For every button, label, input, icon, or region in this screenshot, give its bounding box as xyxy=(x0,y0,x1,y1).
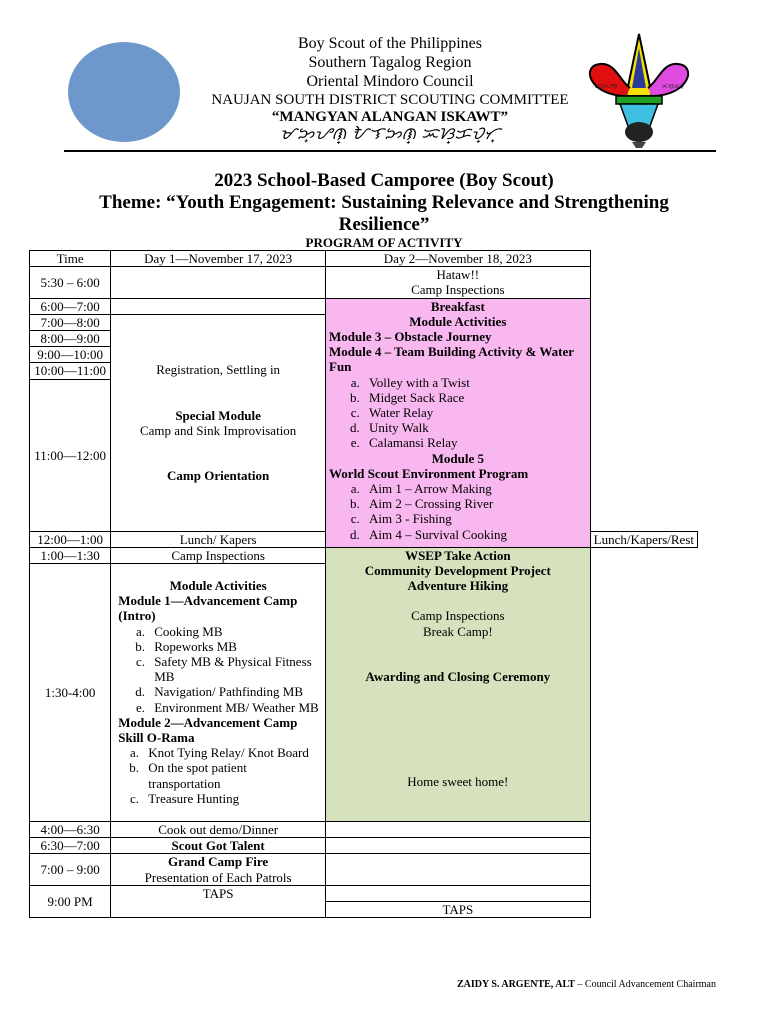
baybayin-script-line: ᜋᜅ᜔ᜌᜈ᜔ ᜀᜎᜅᜈ᜔ ᜁᜐ᜔ᜃᜏ᜔ᜆ᜔ xyxy=(279,124,501,144)
day2-morning-cell xyxy=(326,298,591,547)
wsep-text: World Scout Environment Program xyxy=(329,465,529,481)
table-row xyxy=(30,547,698,563)
day2-cell xyxy=(326,838,591,854)
module1-list xyxy=(114,624,322,715)
time-cell: 4:00—6:30 xyxy=(30,822,111,838)
module3-text: Module 3 – Obstacle Journey xyxy=(329,329,492,345)
signatory xyxy=(457,979,716,990)
campfire-cell xyxy=(111,854,326,885)
org-name: Boy Scout of the Philippines xyxy=(298,35,482,52)
time-cell: 9:00 PM xyxy=(30,885,111,917)
table-row xyxy=(30,838,698,854)
time-cell: 6:00—7:00 xyxy=(30,298,111,314)
list-item: e. Environment MB/ Weather MB xyxy=(148,700,322,715)
community-project-text: Community Development Project xyxy=(364,563,551,579)
list-item: a. Aim 1 – Arrow Making xyxy=(363,481,587,496)
time-cell: 12:00—1:00 xyxy=(30,531,111,547)
list-item: d. Unity Walk xyxy=(363,420,587,435)
time-cell: 9:00—10:00 xyxy=(30,347,111,363)
list-item: d. Aim 4 – Survival Cooking xyxy=(363,527,587,542)
signatory-name: ZAIDY S. ARGENTE, ALT xyxy=(456,979,575,990)
day1-afternoon-cell xyxy=(111,564,326,822)
talent-text: Scout Got Talent xyxy=(111,838,326,854)
theme-line-1: Theme: “Youth Engagement: Sustaining Relevance and Strengthening xyxy=(99,192,669,213)
taps-day1: TAPS xyxy=(111,885,326,917)
region-name: Southern Tagalog Region xyxy=(308,54,472,71)
list-item: a. Knot Tying Relay/ Knot Board xyxy=(142,745,322,760)
module4-text: Module 4 – Team Building Activity & Water Fun xyxy=(329,344,574,375)
module1-text: Module 1—Advancement Camp (Intro) xyxy=(118,593,298,624)
list-item: c. Aim 3 - Fishing xyxy=(363,511,587,526)
list-item: b. Ropeworks MB xyxy=(148,639,322,654)
time-cell: 10:00—11:00 xyxy=(30,363,111,379)
svg-text:ᜁᜐ᜔ᜃᜏ᜔: ᜁᜐ᜔ᜃᜏ᜔ xyxy=(662,84,685,90)
list-item: a. Cooking MB xyxy=(148,624,322,639)
theme-line-2: Resilience” xyxy=(338,214,430,235)
awarding-text: Awarding and Closing Ceremony xyxy=(365,668,551,684)
module-activities-text: Module Activities xyxy=(169,578,267,594)
time-cell: 1:30-4:00 xyxy=(30,564,111,822)
module4-list xyxy=(329,375,587,451)
program-heading: PROGRAM OF ACTIVITY xyxy=(305,235,463,250)
aims-list xyxy=(329,481,587,542)
home-sweet-home-text: Home sweet home! xyxy=(407,774,509,790)
registration-text: Registration, Settling in xyxy=(156,362,281,378)
list-item: c. Treasure Hunting xyxy=(142,791,322,806)
list-item: b. On the spot patient transportation xyxy=(142,760,322,790)
taps-day2: TAPS xyxy=(442,901,474,917)
svg-text:·ᜋᜅ᜔ᜌᜈ᜔: ·ᜋᜅ᜔ᜌᜈ᜔ xyxy=(592,84,618,90)
event-title: 2023 School-Based Camporee (Boy Scout) xyxy=(214,170,554,191)
breakfast-text: Breakfast xyxy=(430,298,485,314)
list-item: b. Midget Sack Race xyxy=(363,390,587,405)
taps-day2-cell xyxy=(326,885,591,917)
day2-cell xyxy=(326,854,591,885)
day1-morning-cell xyxy=(111,314,326,531)
adventure-hiking-text: Adventure Hiking xyxy=(407,578,509,594)
list-item: b. Aim 2 – Crossing River xyxy=(363,496,587,511)
time-cell: 8:00—9:00 xyxy=(30,331,111,347)
time-cell: 5:30 – 6:00 xyxy=(30,267,111,298)
day2-cell xyxy=(326,822,591,838)
time-cell: 7:00 – 9:00 xyxy=(30,854,111,885)
camp-inspections-text: Camp Inspections xyxy=(411,282,505,298)
header-divider xyxy=(64,150,716,152)
list-item: c. Water Relay xyxy=(363,405,587,420)
col-header-day1: Day 1—November 17, 2023 xyxy=(111,251,326,267)
wsep-action-text: WSEP Take Action xyxy=(405,547,511,563)
table-row xyxy=(30,854,698,885)
day2-afternoon-cell xyxy=(326,547,591,821)
inspections-day1: Camp Inspections xyxy=(111,547,326,563)
cookout-text: Cook out demo/Dinner xyxy=(111,822,326,838)
list-item: c. Safety MB & Physical Fitness MB xyxy=(148,654,322,684)
module2-text: Module 2—Advancement Camp Skill O-Rama xyxy=(118,714,298,746)
day1-cell xyxy=(111,267,326,298)
special-module-text: Special Module xyxy=(175,407,261,423)
patrols-text: Presentation of Each Patrols xyxy=(144,869,292,885)
list-item: d. Navigation/ Pathfinding MB xyxy=(148,684,322,699)
day1-cell xyxy=(111,298,326,314)
list-item: e. Calamansi Relay xyxy=(363,435,587,450)
time-cell: 7:00—8:00 xyxy=(30,314,111,330)
program-table xyxy=(29,250,698,918)
hataw-text: Hataw!! xyxy=(436,267,480,283)
table-header-row xyxy=(30,251,698,267)
col-header-day2: Day 2—November 18, 2023 xyxy=(326,251,591,267)
module2-list xyxy=(114,745,322,806)
time-cell: 11:00—12:00 xyxy=(30,379,111,531)
module-activities-text: Module Activities xyxy=(409,313,507,329)
time-cell: 6:30—7:00 xyxy=(30,838,111,854)
council-name: Oriental Mindoro Council xyxy=(306,73,474,90)
group-name: “MANGYAN ALANGAN ISKAWT” xyxy=(271,109,509,125)
table-row xyxy=(30,298,698,314)
camp-orientation-text: Camp Orientation xyxy=(167,467,270,483)
district-name: NAUJAN SOUTH DISTRICT SCOUTING COMMITTEE xyxy=(211,92,569,108)
col-header-time: Time xyxy=(30,251,111,267)
campfire-text: Grand Camp Fire xyxy=(168,854,269,870)
camp-inspections-text: Camp Inspections xyxy=(411,608,505,624)
table-row xyxy=(30,822,698,838)
camp-sink-text: Camp and Sink Improvisation xyxy=(139,422,297,438)
table-row xyxy=(30,267,698,298)
break-camp-text: Break Camp! xyxy=(422,623,493,639)
lunch-day2: Lunch/Kapers/Rest xyxy=(590,531,697,547)
signatory-role: – Council Advancement Chairman xyxy=(574,979,716,990)
table-row xyxy=(30,885,698,917)
council-logo-circle xyxy=(68,42,180,142)
lunch-day1: Lunch/ Kapers xyxy=(111,531,326,547)
day2-cell xyxy=(326,267,591,298)
time-cell: 1:00—1:30 xyxy=(30,547,111,563)
list-item: a. Volley with a Twist xyxy=(363,375,587,390)
module5-text: Module 5 xyxy=(431,450,484,466)
